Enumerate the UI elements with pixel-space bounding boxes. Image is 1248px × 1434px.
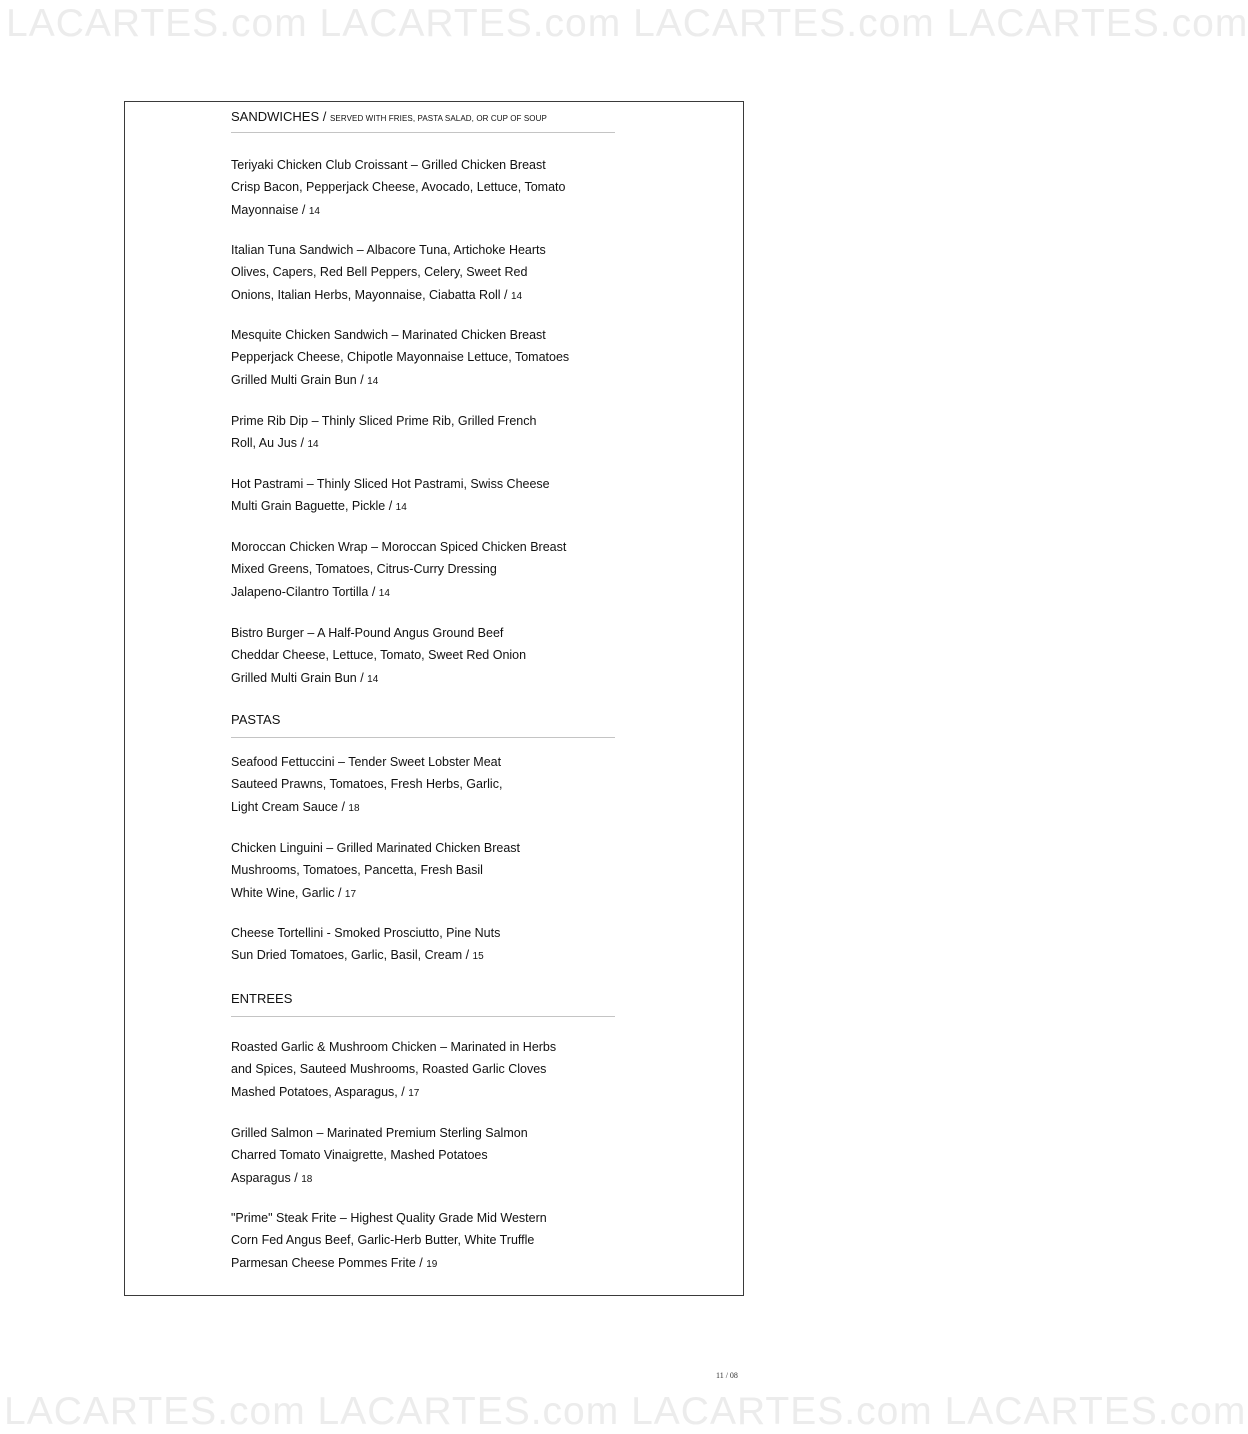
item-price: 18	[348, 802, 360, 814]
menu-item-seafood-fettuccini	[231, 751, 631, 820]
item-line: "Prime" Steak Frite – Highest Quality Grade Mid Western	[231, 1211, 547, 1225]
item-line: Pepperjack Cheese, Chipotle Mayonnaise Lettuce, Tomatoes	[231, 350, 570, 365]
menu-item-italian-tuna-sandwich	[231, 239, 631, 308]
watermark-top: LACARTES.com LACARTES.com LACARTES.com LACARTES.com	[6, 2, 1248, 45]
item-line: Sauteed Prawns, Tomatoes, Fresh Herbs, Garlic,	[231, 777, 503, 792]
item-line: Moroccan Chicken Wrap – Moroccan Spiced Chicken Breast	[231, 540, 567, 554]
section-title: PASTAS	[231, 712, 281, 727]
item-line: Sun Dried Tomatoes, Garlic, Basil, Cream /	[231, 948, 473, 963]
item-price: 18	[301, 1173, 313, 1185]
item-line: Jalapeno-Cilantro Tortilla /	[231, 584, 379, 599]
section-title: ENTREES	[231, 991, 293, 1006]
item-line: Corn Fed Angus Beef, Garlic-Herb Butter, White Truffle	[231, 1233, 535, 1248]
item-line: Grilled Salmon – Marinated Premium Sterling Salmon	[231, 1126, 528, 1140]
section-divider	[231, 737, 615, 738]
item-line: Teriyaki Chicken Club Croissant – Grilled Chicken Breast	[231, 158, 546, 172]
menu-item-prime-rib-dip	[231, 410, 631, 457]
item-line: Mashed Potatoes, Asparagus, /	[231, 1084, 409, 1099]
item-line: Onions, Italian Herbs, Mayonnaise, Ciabatta Roll /	[231, 287, 511, 302]
item-line: Cheese Tortellini - Smoked Prosciutto, Pine Nuts	[231, 926, 501, 940]
item-line: Mushrooms, Tomatoes, Pancetta, Fresh Basil	[231, 863, 483, 878]
item-price: 14	[378, 587, 390, 599]
menu-item-teriyaki-chicken-club-croissant	[231, 154, 631, 223]
item-price: 14	[511, 290, 523, 302]
section-heading-entrees	[231, 991, 615, 1007]
menu-item-moroccan-chicken-wrap	[231, 536, 631, 605]
item-line: Charred Tomato Vinaigrette, Mashed Potatoes	[231, 1148, 488, 1163]
section-heading-sandwiches	[231, 109, 615, 127]
item-line: White Wine, Garlic /	[231, 885, 345, 900]
item-line: Light Cream Sauce /	[231, 799, 349, 814]
section-subtitle: SERVED WITH FRIES, PASTA SALAD, OR CUP OF SOUP	[329, 114, 547, 123]
menu-item-roasted-garlic-mushroom-chicken	[231, 1036, 631, 1105]
menu-item-cheese-tortellini	[231, 922, 631, 969]
item-line: Parmesan Cheese Pommes Frite /	[231, 1255, 427, 1270]
item-price: 15	[472, 951, 484, 963]
watermark-bottom: LACARTES.com LACARTES.com LACARTES.com LACARTES.com	[4, 1390, 1247, 1433]
item-price: 19	[426, 1258, 438, 1270]
item-price: 14	[367, 673, 379, 685]
menu-item-mesquite-chicken-sandwich	[231, 324, 631, 393]
item-line: and Spices, Sauteed Mushrooms, Roasted Garlic Cloves	[231, 1062, 547, 1077]
item-line: Crisp Bacon, Pepperjack Cheese, Avocado, Lettuce, Tomato	[231, 180, 566, 195]
page-number: 11 / 08	[716, 1371, 738, 1380]
menu-page	[124, 101, 744, 1296]
item-line: Seafood Fettuccini – Tender Sweet Lobster Meat	[231, 755, 502, 769]
item-price: 14	[308, 205, 320, 217]
item-line: Mesquite Chicken Sandwich – Marinated Chicken Breast	[231, 328, 546, 342]
section-divider	[231, 132, 615, 133]
item-line: Roll, Au Jus /	[231, 436, 308, 451]
item-line: Chicken Linguini – Grilled Marinated Chicken Breast	[231, 841, 521, 855]
item-line: Olives, Capers, Red Bell Peppers, Celery, Sweet Red	[231, 265, 528, 280]
item-line: Prime Rib Dip – Thinly Sliced Prime Rib, Grilled French	[231, 414, 537, 428]
item-line: Cheddar Cheese, Lettuce, Tomato, Sweet Red Onion	[231, 648, 527, 663]
item-price: 17	[344, 888, 357, 900]
section-title: SANDWICHES /	[231, 109, 330, 124]
item-line: Bistro Burger – A Half-Pound Angus Ground Beef	[231, 626, 504, 640]
item-line: Grilled Multi Grain Bun /	[231, 670, 368, 685]
item-line: Grilled Multi Grain Bun /	[231, 372, 368, 387]
menu-item-bistro-burger	[231, 622, 631, 691]
item-line: Hot Pastrami – Thinly Sliced Hot Pastrami, Swiss Cheese	[231, 477, 550, 491]
menu-item-grilled-salmon	[231, 1122, 631, 1191]
item-line: Asparagus /	[231, 1170, 302, 1185]
menu-item-prime-steak-frite	[231, 1207, 631, 1276]
item-price: 14	[307, 439, 319, 451]
item-line: Italian Tuna Sandwich – Albacore Tuna, Artichoke Hearts	[231, 243, 546, 257]
section-heading-pastas	[231, 712, 615, 728]
item-price: 14	[367, 375, 379, 387]
section-divider	[231, 1016, 615, 1017]
item-line: Mixed Greens, Tomatoes, Citrus-Curry Dressing	[231, 562, 497, 577]
item-price: 14	[395, 502, 407, 514]
item-line: Mayonnaise /	[231, 202, 309, 217]
item-line: Roasted Garlic & Mushroom Chicken – Marinated in Herbs	[231, 1040, 557, 1054]
menu-item-hot-pastrami	[231, 473, 631, 520]
menu-item-chicken-linguini	[231, 837, 631, 906]
item-line: Multi Grain Baguette, Pickle /	[231, 499, 396, 514]
item-price: 17	[408, 1087, 420, 1099]
